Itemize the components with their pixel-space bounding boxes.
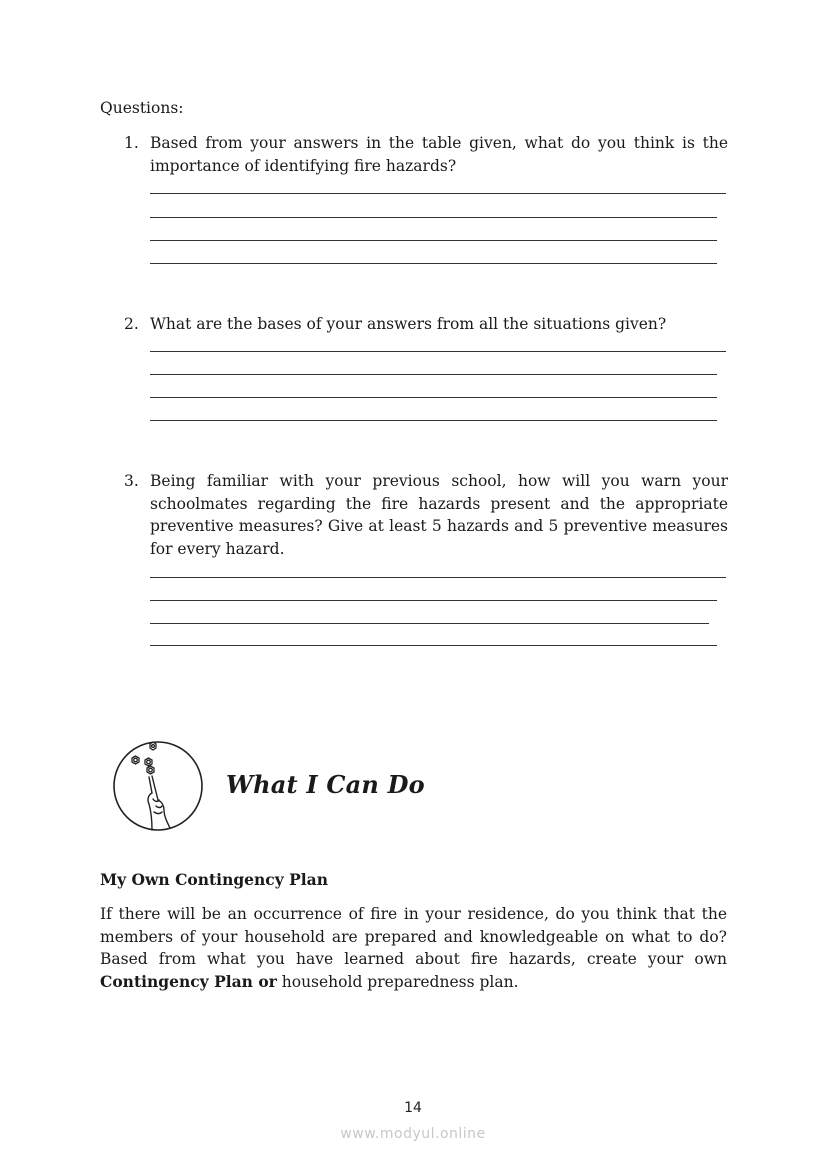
answer-line[interactable]: [150, 420, 717, 421]
question-1: [124, 132, 728, 177]
question-3: [124, 470, 728, 560]
instructions-bold-text: Contingency Plan or: [100, 971, 277, 991]
instructions-text: If there will be an occurrence of fire in your residence, do you think that the members of your household are prepared and knowledgeable on what to do? Based from what you have learned about fire hazards, create your own: [100, 905, 727, 969]
question-2: [124, 313, 728, 336]
answer-line[interactable]: [150, 645, 717, 646]
page-number: 14: [404, 1100, 422, 1116]
answer-line[interactable]: [150, 623, 709, 624]
activity-heading: My Own Contingency Plan: [100, 870, 328, 889]
hand-gears-icon: [112, 740, 204, 832]
question-text: What are the bases of your answers from all the situations given?: [150, 315, 667, 333]
answer-line[interactable]: [150, 397, 717, 398]
answer-line[interactable]: [150, 217, 717, 218]
answer-line[interactable]: [150, 600, 717, 601]
watermark: www.modyul.online: [340, 1126, 486, 1142]
instructions-text-end: household preparedness plan.: [276, 972, 519, 991]
question-text: Being familiar with your previous school, how will you warn your schoolmates regarding the fire hazards present and the appropriate preventive measures? Give at least 5 hazards and 5 preventive measures for every hazard.: [150, 472, 728, 558]
answer-line[interactable]: [150, 577, 726, 578]
question-text: Based from your answers in the table given, what do you think is the importance of identifying fire hazards?: [150, 134, 728, 175]
question-number: 1.: [124, 134, 139, 152]
section-title: What I Can Do: [226, 770, 425, 799]
question-number: 2.: [124, 315, 139, 333]
answer-line[interactable]: [150, 193, 726, 194]
answer-line[interactable]: [150, 351, 726, 352]
activity-instructions: [100, 903, 727, 993]
answer-line[interactable]: [150, 240, 717, 241]
answer-line[interactable]: [150, 374, 717, 375]
questions-heading: Questions:: [100, 99, 184, 117]
answer-line[interactable]: [150, 263, 717, 264]
question-number: 3.: [124, 472, 139, 490]
